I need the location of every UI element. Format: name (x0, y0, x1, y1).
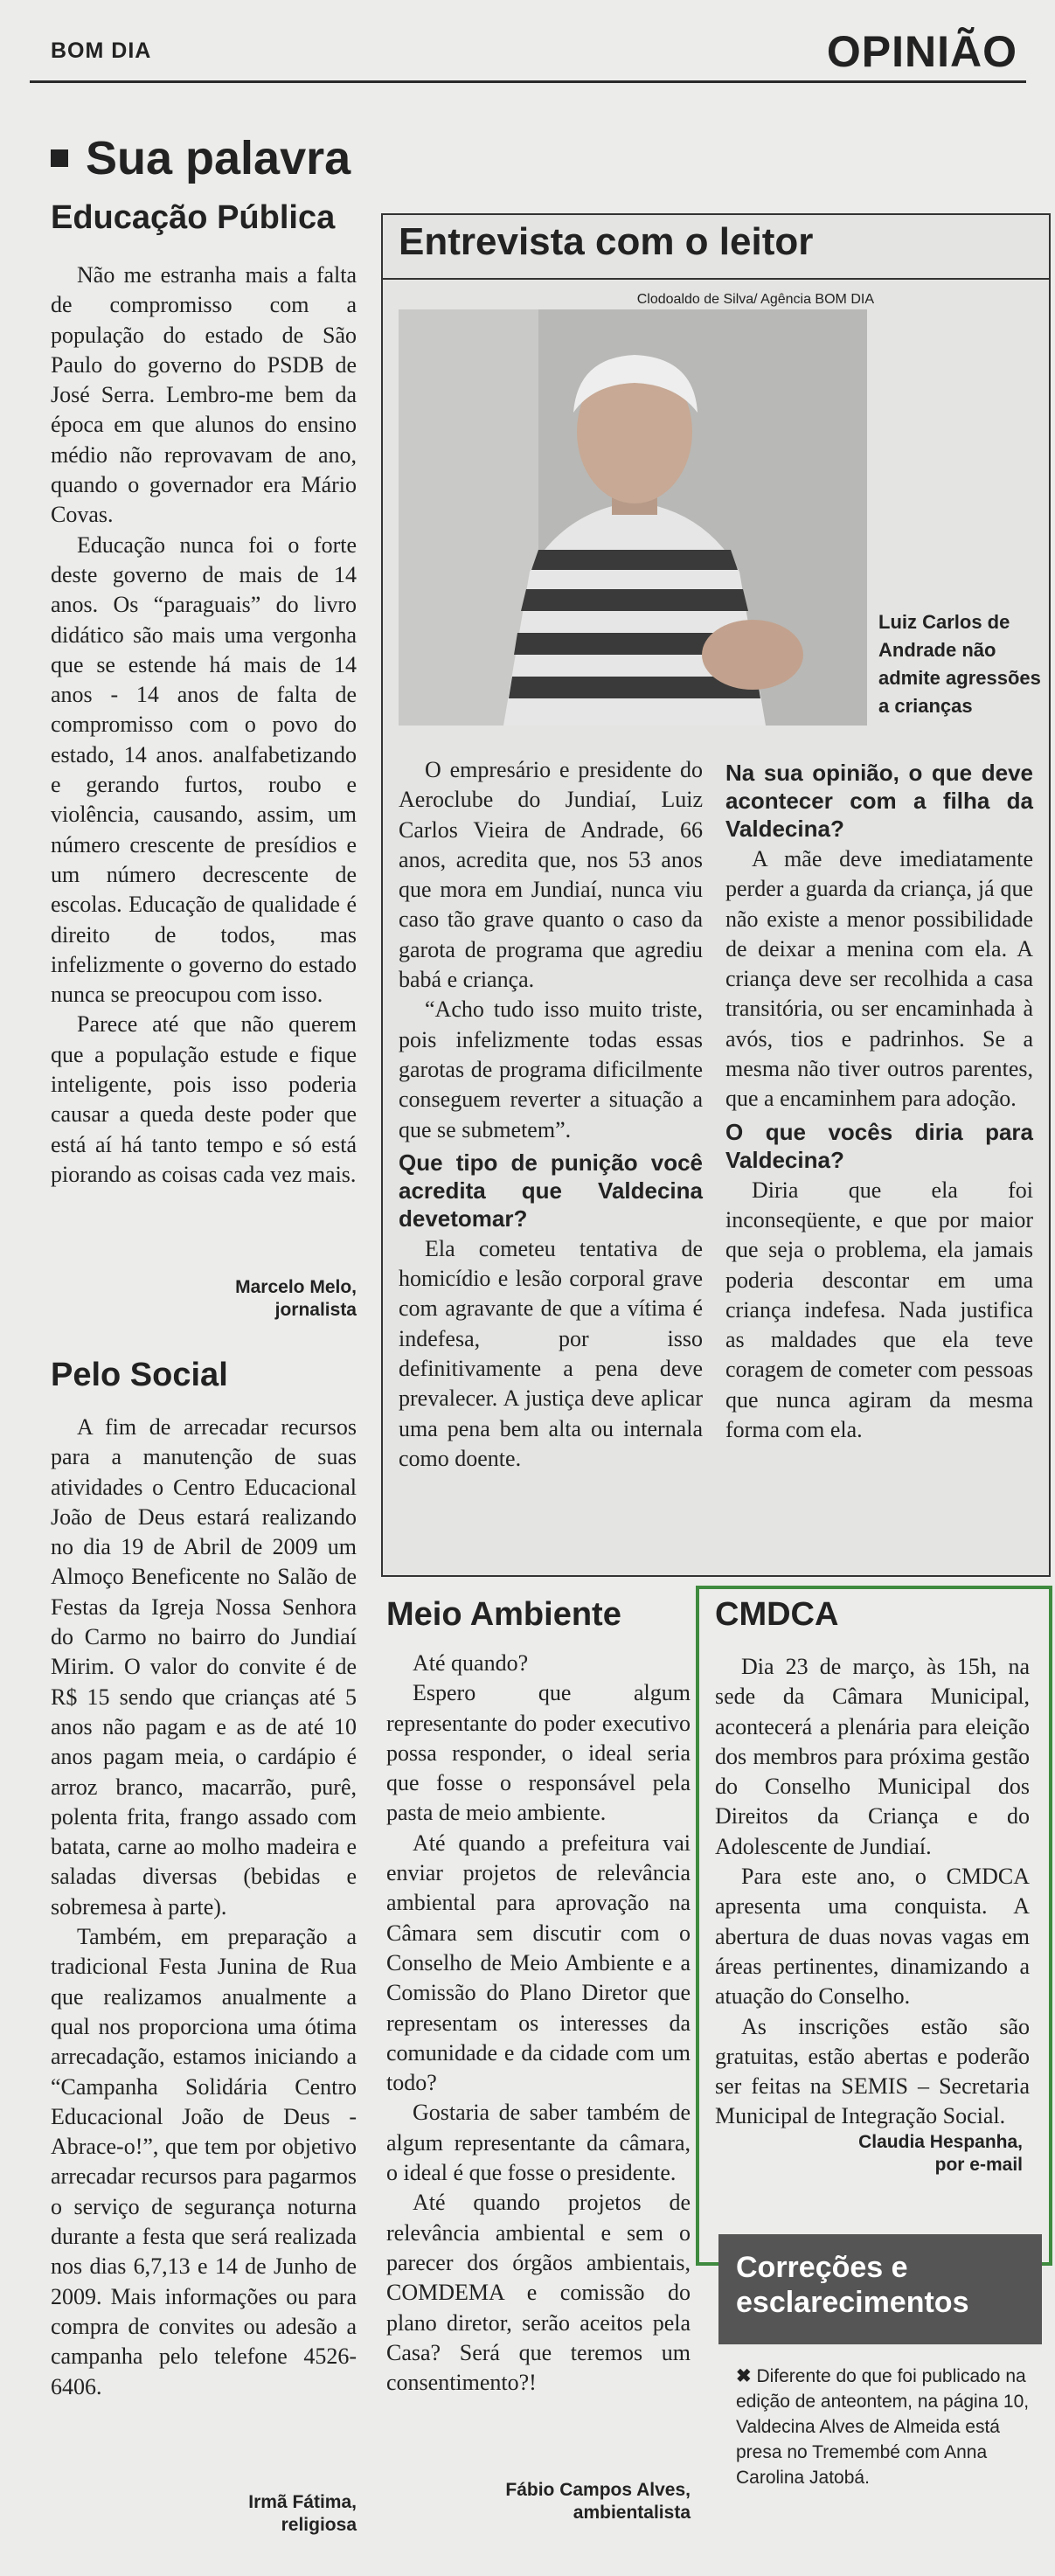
section-name: OPINIÃO (826, 27, 1017, 76)
pelo-social-paragraph: A fim de arrecadar recursos para a manutenção de suas atividades o Centro Educacional João de Deus estará realizando no dia 19 de Abril de 2009 um Almoço Beneficente no Salão de Festas da Igreja Nossa Senhora do Carmo no bairro do Jundiaí Mirim. O valor do convite é de R$ 15 sendo que crianças até 5 anos não pagam e as de até 10 anos pagam meia, o cardápio é arroz branco, macarrão, purê, polenta frita, frango assado com batata, carne ao molho madeira e saladas diversas (bebidas e sobremesa à parte). (51, 1414, 357, 1920)
caption-text: Luiz Carlos de Andrade não admite agressões a crianças (878, 611, 1041, 717)
pelo-social-signature (182, 2491, 357, 2537)
corrections-text: Diferente do que foi publicado na edição de anteontem, na página 10, Valdecina Alves de Almeida está presa no Tremembé com Anna Carolina Jatobá. (736, 2366, 1030, 2488)
answer-1: Ela cometeu tentativa de homicídio e lesão corporal grave com agravante de que a vítima é indefesa, por isso definitivamente a pena deve prevalecer. A justiça deve aplicar uma pena bem alta ou internala como doente. (399, 1235, 703, 1471)
corrections-title (736, 2250, 969, 2320)
corrections-title-line: Correções e (736, 2251, 908, 2284)
cmdca-paragraph: As inscrições estão são gratuitas, estão abertas e poderão ser feitas na SEMIS – Secretaria Municipal de Integração Social. (715, 2013, 1030, 2129)
interview-left-column (399, 755, 703, 1474)
pelo-social-paragraph: Também, em preparação a tradicional Festa Junina de Rua que realizamos anualmente a qual nos proporciona uma ótima arrecadação, estamos iniciando a “Campanha Solidária Centro Educacional João de Deus - Abrace-o!”, que tem por objetivo arrecadar recursos para pagarmos o serviço de segurança noturna durante a festa que será realizada nos dias 6,7,13 e 14 de Junho de 2009. Mais informações ou para compra de convites ou adesão a campanha pelo telefone 4526-6406. (51, 1924, 357, 2399)
question-3: O que vocês diria para Valdecina? (725, 1118, 1033, 1173)
interviewee-photo (399, 309, 867, 726)
portrait-illustration (399, 309, 867, 726)
interview-right-column (725, 755, 1033, 1445)
column-title-text: Sua palavra (86, 132, 351, 184)
signature-name: Irmã Fátima, (248, 2492, 357, 2512)
educacao-body (51, 260, 357, 1190)
close-x-icon: ✖ (736, 2366, 752, 2386)
newspaper-name: BOM DIA (51, 38, 152, 63)
educacao-title: Educação Pública (51, 199, 336, 236)
signature-role: por e-mail (934, 2155, 1023, 2175)
pelo-social-body (51, 1413, 357, 2402)
signature-name: Fábio Campos Alves, (505, 2480, 691, 2500)
square-bullet-icon (51, 149, 68, 167)
cmdca-paragraph: Dia 23 de março, às 15h, na sede da Câmara Municipal, acontecerá a plenária para eleição dos membros para próxima gestão do Conselho Municipal dos Direitos da Criança e do Adolescente de Jundiaí. (715, 1654, 1030, 1859)
interview-quote: “Acho tudo isso muito triste, pois infelizmente todas essas garotas de programa dificilmente conseguem reverter a situação a que se submetem”. (399, 996, 703, 1142)
cmdca-body (715, 1652, 1030, 2132)
signature-role: religiosa (281, 2515, 357, 2535)
educacao-paragraph: Não me estranha mais a falta de compromisso com a população do estado de São Paulo do governo do PSDB de José Serra. Lembro-me bem da época em que alunos do ensino médio não reprovavam de ano, quando o governador era Mário Covas. (51, 262, 357, 528)
cmdca-signature (822, 2131, 1023, 2177)
meio-ambiente-signature (489, 2479, 691, 2524)
educacao-paragraph: Parece até que não querem que a população estude e fique inteligente, pois isso poderia causar a queda deste poder que está aí há tanto tempo e só está piorando as coisas cada vez mais. (51, 1011, 357, 1187)
header-rule (30, 80, 1026, 83)
meio-ambiente-paragraph: Até quando a prefeitura vai enviar projetos de relevância ambiental para aprovação na Câmara sem discutir com o Conselho de Meio Ambiente e a Comissão do Plano Diretor que representam os interesses da comunidade e da cidade com um todo? (386, 1830, 691, 2096)
column-title (51, 131, 351, 185)
meio-ambiente-title: Meio Ambiente (386, 1596, 621, 1633)
signature-role: ambientalista (573, 2503, 691, 2523)
signature-name: Marcelo Melo, (235, 1277, 357, 1297)
interview-title: Entrevista com o leitor (399, 220, 814, 263)
answer-2: A mãe deve imediatamente perder a guarda da criança, já que não existe a menor possibilidade de deixar a menina com ela. A criança deve ser recolhida a casa transitória, ou ser encaminhada à avós, tios e padrinhos. Se a mesma não tiver outros parentes, que a encaminhem para adoção. (725, 846, 1033, 1112)
cmdca-title: CMDCA (715, 1596, 839, 1633)
educacao-paragraph: Educação nunca foi o forte deste governo de mais de 14 anos. Os “paraguais” do livro didático são mais uma vergonha que se estende há mais de 14 anos - 14 anos de falta de compromisso com o povo do estado, 14 anos. analfabetizando e gerando furtos, roubo e violência, causando, assim, um número crescente de presídios e um número decrescente de escolas. Educação de qualidade é direito de todos, mas infelizmente o governo do estado nunca se preocupou com isso. (51, 531, 357, 1008)
educacao-signature (182, 1276, 357, 1322)
meio-ambiente-paragraph: Até quando? (413, 1650, 529, 1676)
question-1: Que tipo de punição você acredita que Valdecina devetomar? (399, 1149, 703, 1232)
corrections-title-line: esclarecimentos (736, 2286, 969, 2319)
signature-role: jornalista (274, 1300, 357, 1320)
meio-ambiente-paragraph: Espero que algum representante do poder executivo possa responder, o ideal seria que fosse o responsável pela pasta de meio ambiente. (386, 1680, 691, 1826)
answer-3: Diria que ela foi inconseqüente, e que por maior que seja o problema, ela jamais poderia descontar em uma criança indefesa. Nada justifica as maldades que ela teve coragem de cometer com pessoas que nunca agiram da mesma forma com ela. (725, 1177, 1033, 1443)
interview-intro: O empresário e presidente do Aeroclube do Jundiaí, Luiz Carlos Vieira de Andrade, 66 anos, acredita que, nos 53 anos que mora em Jundiaí, nunca viu caso tão grave quanto o caso da garota de programa que agrediu babá e criança. (399, 757, 703, 993)
meio-ambiente-paragraph: Gostaria de saber também de algum representante da câmara, o ideal é que fosse o presidente. (386, 2100, 691, 2186)
meio-ambiente-body (386, 1649, 691, 2398)
photo-caption (878, 608, 1045, 720)
pelo-social-title: Pelo Social (51, 1357, 228, 1393)
cmdca-paragraph: Para este ano, o CMDCA apresenta uma conquista. A abertura de duas novas vagas em áreas pertinentes, dinamizando a atuação do Conselho. (715, 1864, 1030, 2010)
photo-credit: Clodoaldo de Silva/ Agência BOM DIA (636, 292, 874, 307)
interview-title-rule (381, 278, 1051, 280)
corrections-note (736, 2364, 1038, 2490)
meio-ambiente-paragraph: Até quando projetos de relevância ambiental e sem o parecer dos órgãos ambientais, COMDEMA e comissão do plano diretor, serão aceitos pela Casa? Será que teremos um consentimento?! (386, 2190, 691, 2396)
signature-name: Claudia Hespanha, (858, 2132, 1023, 2152)
question-2: Na sua opinião, o que deve acontecer com a filha da Valdecina? (725, 760, 1033, 842)
